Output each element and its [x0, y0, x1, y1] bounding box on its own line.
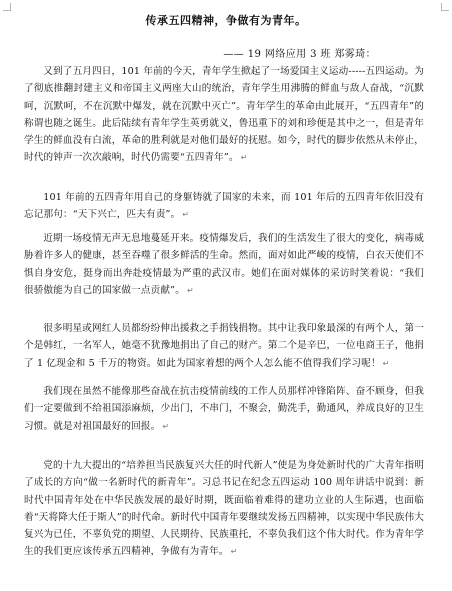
paragraph-mark-icon: ↵ — [182, 210, 189, 220]
paragraph-text: 又到了五月四日，101 年前的今天，青年学生掀起了一场爱国主义运动-----五四运动。为了彻底推翻封建主义和帝国主义两座大山的统治，青年学生用沸腾的鲜血与敌人奋战，“沉默呵，沉默呵，不在沉默中爆发，就在沉默中灭亡”。青年学生的革命由此展开，“五四青年”的称谓也随之诞生。此后陆续有青年学生英勇就义，鲁迅重下的刘和珍便是其中之一，但是青年学生的鲜血没有白流，革命的胜利就是对他们最好的抚慰。如今，时代的脚步依然从未停止，时代的钟声一次次敲响，时代仍需要“五四青年”。 — [24, 66, 424, 164]
paragraph-3 — [24, 230, 424, 299]
paragraph-4 — [24, 320, 424, 372]
page-corner-mark-top-right — [441, 3, 449, 11]
author-byline: —— 19 网络应用 3 班 郑雾琦： — [223, 49, 376, 60]
paragraph-text: 近期一场疫情无声无息地蔓延开来。疫情爆发后，我们的生活发生了很大的变化，病毒威胁着许多人的健康，甚至吞噬了很多鲜活的生命。然而，面对如此严峻的疫情，白衣天使们不惧自身安危，挺身而出奔赴疫情最为严重的武汉市。她们在面对媒体的采访时笑着说：“我们很骄傲能为自己的国家做一点贡献”。 — [24, 233, 424, 296]
page-corner-mark-top-left — [3, 3, 11, 11]
paragraph-text: 101 年前的五四青年用自己的身躯铸就了国家的未来，而 101 年后的五四青年依旧没有忘记那句：“天下兴亡，匹夫有责”。 — [24, 192, 424, 221]
paragraph-5 — [24, 383, 424, 435]
paragraph-1 — [24, 63, 424, 167]
paragraph-mark-icon: ↵ — [230, 547, 238, 557]
document-title: 传承五四精神，争做有为青年。 — [145, 14, 307, 27]
paragraph-mark-icon: ↵ — [240, 153, 248, 163]
paragraph-mark-icon: ↵ — [186, 285, 194, 295]
paragraph-mark-icon: ↵ — [162, 421, 170, 431]
paragraph-mark-icon: ↵ — [382, 358, 390, 368]
paragraph-text: 很多明星或网红人员都纷纷伸出援救之手捐钱捐物。其中让我印象最深的有两个人，第一个是韩红，一名军人，她毫不犹豫地捐出了自己的财产。第二个是辛巴，一位电商王子，他捐了 1 亿现金和 5 千万的物资。如此为国家着想的两个人怎么能不值得我们学习呢！ — [24, 323, 424, 369]
paragraph-text: 党的十九大提出的“培养担当民族复兴大任的时代新人”使是为身处新时代的广大青年指明了成长的方向“做一名新时代的新青年”。习总书记在纪念五四运动 100 周年讲话中说到：新时代中国青年处在中华民族发展的最好时期，既面临着难得的建功立业的人生际遇，也面临着“天将降大任于斯人”的时代命。新时代中国青年要继续发扬五四精神，以实现中华民族伟大复兴为已任，不辜负党的期望、人民期待、民族重托，不辜负我们这个伟大时代。作为青年学生的我们更应该传承五四精神，争做有为青年。 — [24, 460, 424, 558]
paragraph-6 — [24, 457, 424, 561]
paragraph-text: 我们现在虽然不能像那些奋战在抗击疫情前线的工作人员那样冲锋陷阵、奋不顾身，但我们一定要做到不给祖国添麻烦，少出门，不串门，不聚会，勤洗手，勤通风，养成良好的卫生习惯。就是对祖国最好的回报。 — [24, 386, 424, 432]
paragraph-2 — [24, 189, 424, 224]
